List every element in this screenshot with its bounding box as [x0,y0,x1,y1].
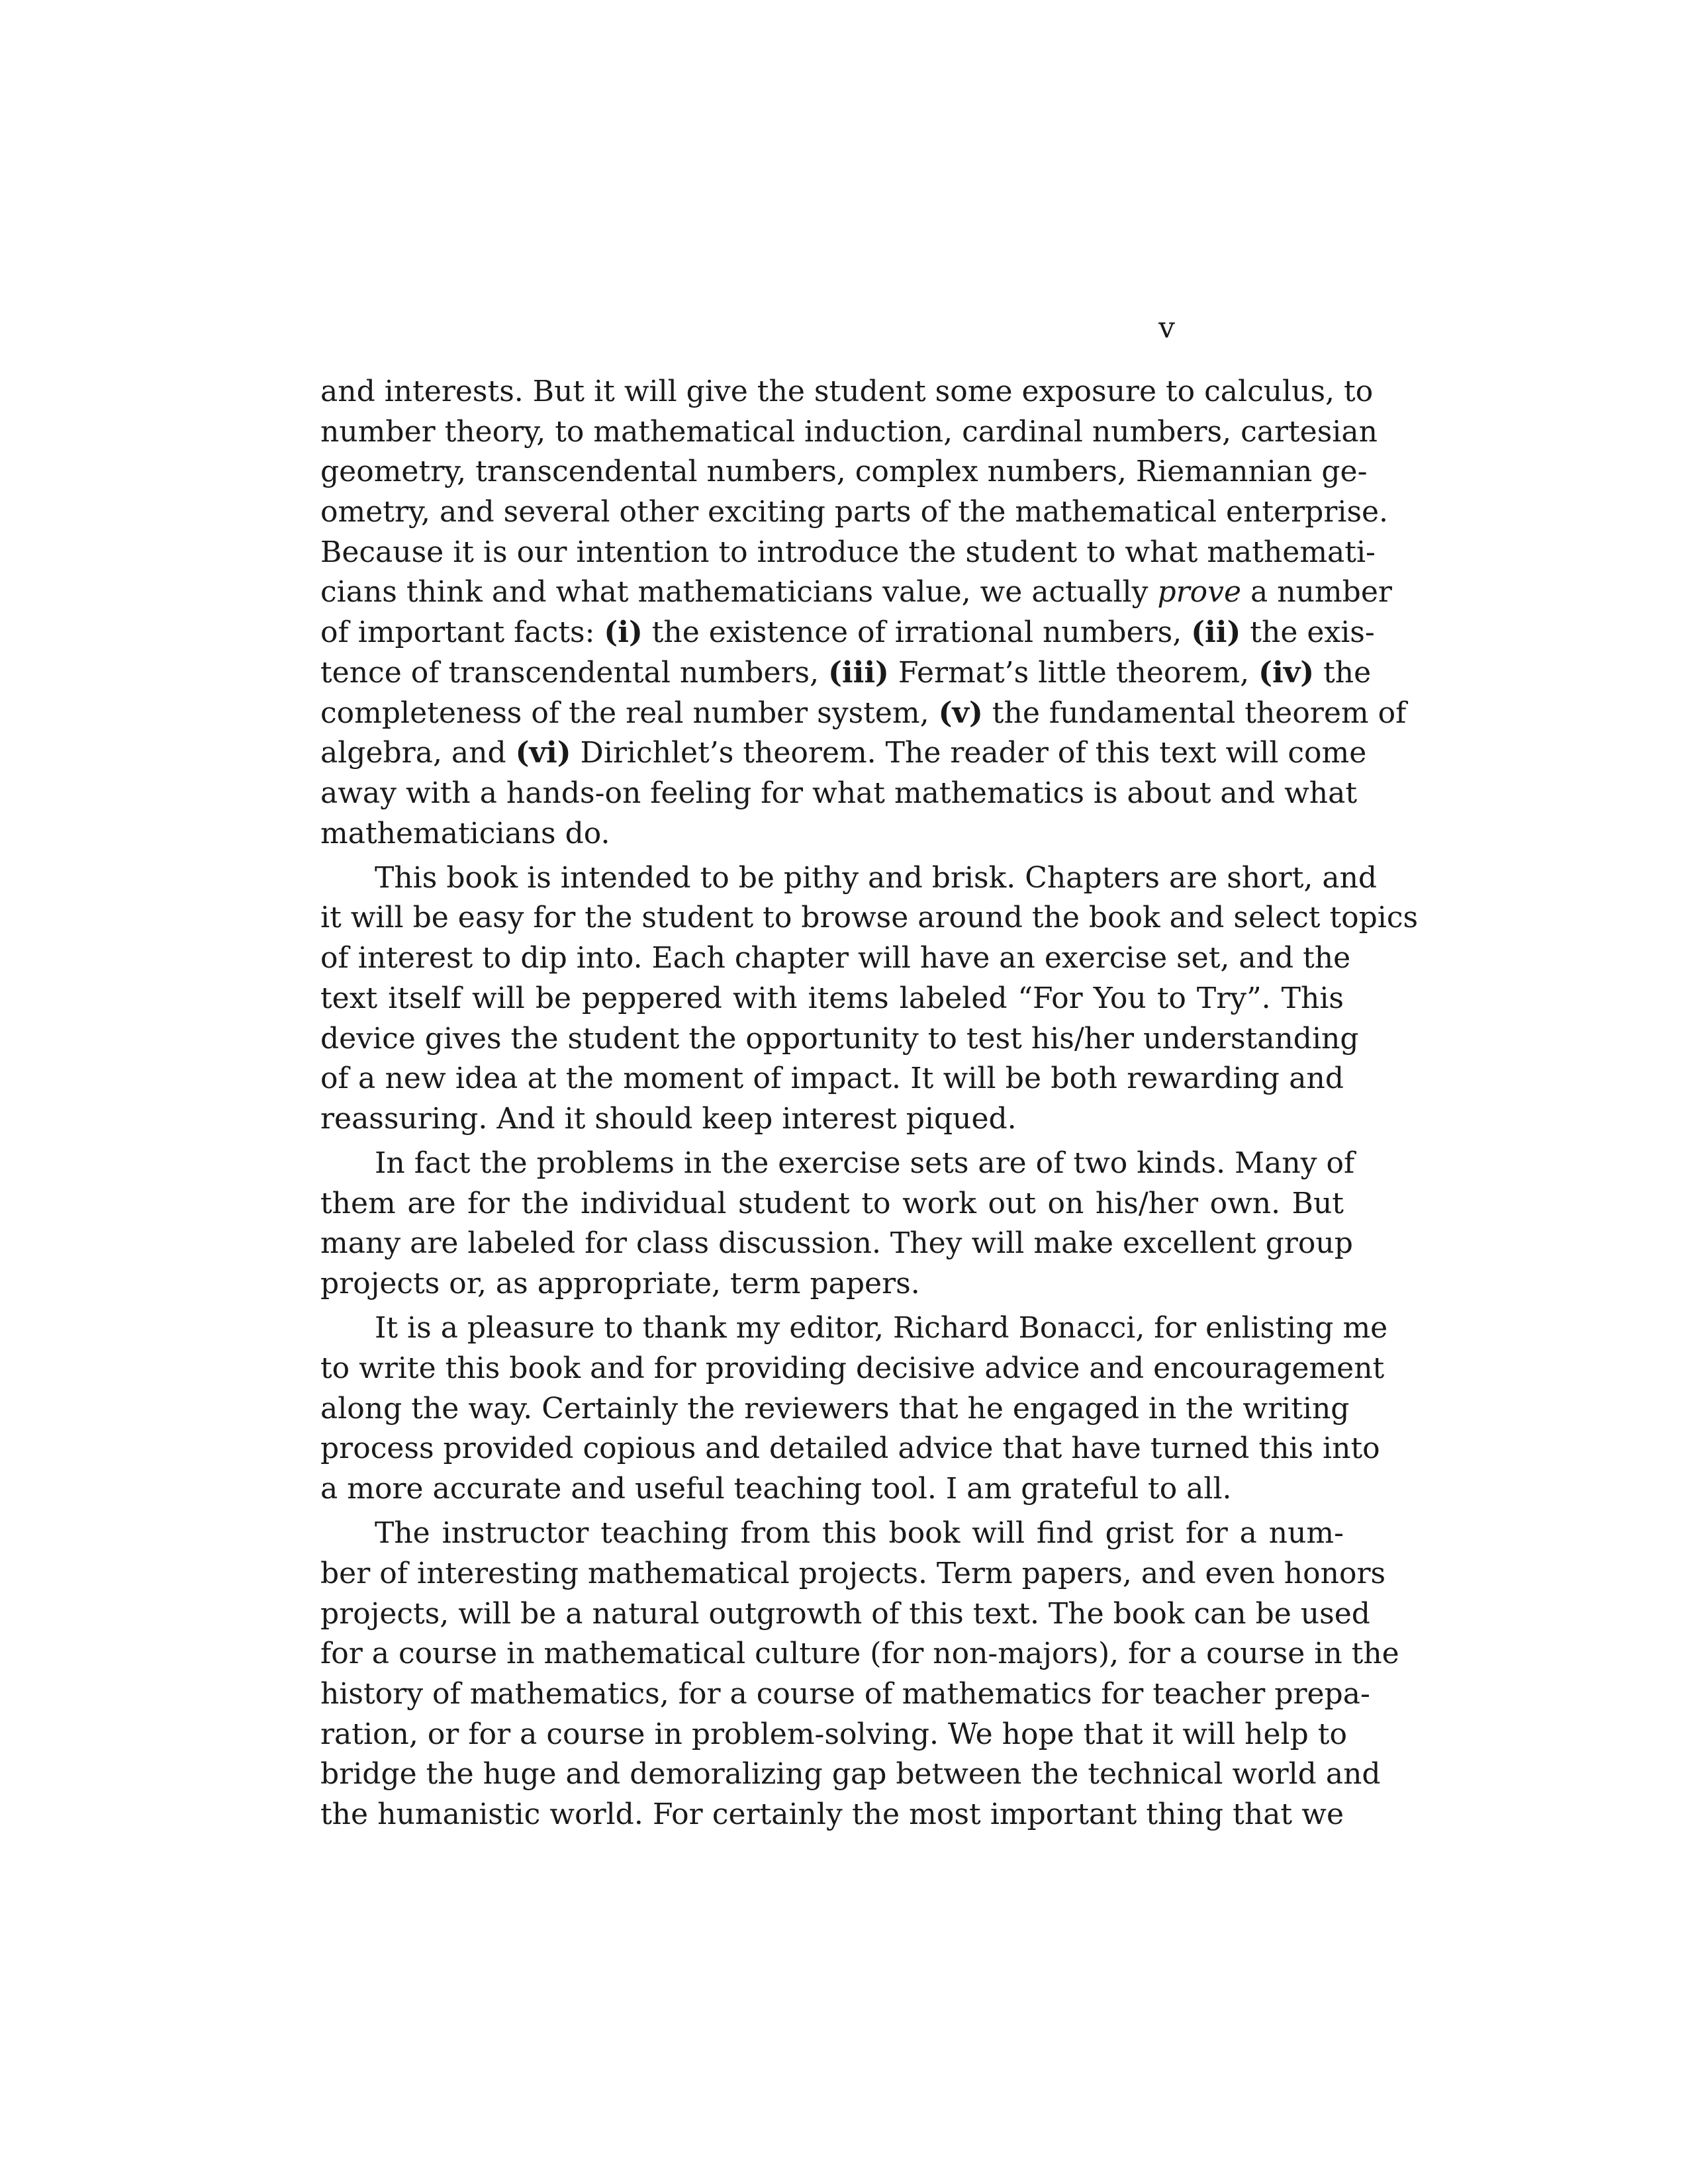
text-line [320,1019,1359,1060]
text-segment: a number [1241,575,1392,610]
text-segment: of a new idea at the moment of impact. It will be both rewarding and [320,1062,1344,1096]
text-segment: many are labeled for class discussion. They will make excellent group [320,1226,1353,1261]
text-line [320,979,1344,1019]
text-segment: along the way. Certainly the reviewers that he engaged in the writing [320,1391,1350,1426]
text-segment: for a course in mathematical culture (for non-majors), for a course in the [320,1637,1399,1671]
text-line [320,1308,1388,1349]
text-line [320,694,1407,734]
text-line [320,1754,1381,1795]
text-segment: the humanistic world. For certainly the most important thing that we [320,1797,1344,1832]
text-line [320,1554,1386,1594]
text-line [320,653,1372,694]
text-line [320,1634,1399,1674]
text-segment: ration, or for a course in problem-solving. We hope that it will help to [320,1717,1347,1751]
paragraph [320,1514,1399,1835]
text-segment: ometry, and several other exciting parts of the mathematical enterprise. [320,495,1389,529]
text-segment: In fact the problems in the exercise sets are of two kinds. Many of [375,1146,1355,1181]
text-line [320,938,1351,979]
text-segment: device gives the student the opportunity to test his/her understanding [320,1021,1359,1056]
text-segment: the existence of irrational numbers, [642,615,1192,650]
text-segment: number theory, to mathematical induction, cardinal numbers, cartesian [320,414,1378,449]
text-segment: of interest to dip into. Each chapter will have an exercise set, and the [320,941,1351,976]
text-segment: Fermat’s little theorem, [888,655,1259,690]
text-segment: reassuring. And it should keep interest piqued. [320,1101,1017,1136]
text-segment: It is a pleasure to thank my editor, Richard Bonacci, for enlisting me [375,1311,1388,1345]
text-line [320,1224,1353,1264]
text-segment: away with a hands-on feeling for what mathematics is about and what [320,776,1358,810]
text-segment: This book is intended to be pithy and brisk. Chapters are short, and [375,860,1378,895]
enumeration-label: (ii) [1191,615,1241,650]
text-line [320,452,1368,492]
text-segment: of important facts: [320,615,604,650]
text-segment: the exis- [1241,615,1375,650]
emphasis-text: prove [1157,575,1242,610]
enumeration-label: (v) [938,696,983,730]
text-line [320,1059,1344,1099]
enumeration-label: (iv) [1258,655,1315,690]
text-segment: text itself will be peppered with items labeled “For You to Try”. This [320,981,1344,1015]
text-line [320,1594,1370,1635]
text-line [320,1349,1385,1389]
text-line [320,1795,1344,1835]
text-line [320,492,1389,533]
text-segment: them are for the individual student to work out on his/her own. But [320,1186,1344,1220]
text-line [320,733,1367,774]
text-segment: cians think and what mathematicians value, we actually [320,575,1158,610]
text-segment: history of mathematics, for a course of mathematics for teacher prepa- [320,1677,1370,1711]
text-segment: The instructor teaching from this book will find grist for a num- [375,1516,1344,1551]
text-line [320,1184,1344,1224]
text-line [320,412,1378,453]
text-segment: algebra, and [320,736,516,770]
paragraph [320,858,1419,1140]
paragraph [320,372,1407,854]
text-segment: a more accurate and useful teaching tool. I am grateful to all. [320,1472,1232,1506]
text-segment: process provided copious and detailed advice that have turned this into [320,1432,1380,1466]
text-segment: and interests. But it will give the student some exposure to calculus, to [320,375,1374,408]
enumeration-label: (iii) [828,655,889,690]
text-segment: bridge the huge and demoralizing gap between the technical world and [320,1757,1381,1792]
text-segment: mathematicians do. [320,816,610,850]
text-line [320,1144,1355,1184]
enumeration-label: (vi) [515,736,571,770]
enumeration-label: (i) [604,615,643,650]
text-line [320,1469,1344,1510]
text-segment: Dirichlet’s theorem. The reader of this text will come [571,736,1367,770]
text-line [320,1429,1380,1469]
text-line [320,1264,1344,1304]
text-segment: projects, will be a natural outgrowth of this text. The book can be used [320,1596,1370,1631]
text-segment: completeness of the real number system, [320,696,939,730]
text-line [320,814,1344,854]
text-segment: projects or, as appropriate, term papers. [320,1267,920,1301]
text-line [320,1389,1350,1430]
text-segment: Because it is our intention to introduce the student to what mathemati- [320,535,1376,569]
text-segment: the fundamental theorem of [982,696,1407,730]
text-line [320,774,1358,814]
text-line [320,898,1419,938]
text-segment: tence of transcendental numbers, [320,655,829,690]
text-line [320,533,1376,573]
text-line [320,1514,1344,1554]
text-line [320,1099,1344,1140]
page-number: v [1158,311,1175,345]
text-line [320,858,1378,899]
text-line [320,613,1375,653]
text-line [320,572,1392,613]
body-text [320,372,1419,1835]
text-segment: the [1314,655,1372,690]
text-segment: it will be easy for the student to browse around the book and select topics [320,901,1419,935]
text-segment: ber of interesting mathematical projects. Term papers, and even honors [320,1556,1386,1590]
text-line [320,1715,1347,1755]
text-line [320,1674,1370,1715]
text-segment: to write this book and for providing decisive advice and encouragement [320,1351,1385,1385]
text-line [320,372,1374,412]
paragraph [320,1144,1355,1304]
text-segment: geometry, transcendental numbers, complex numbers, Riemannian ge- [320,455,1368,489]
paragraph [320,1308,1388,1509]
